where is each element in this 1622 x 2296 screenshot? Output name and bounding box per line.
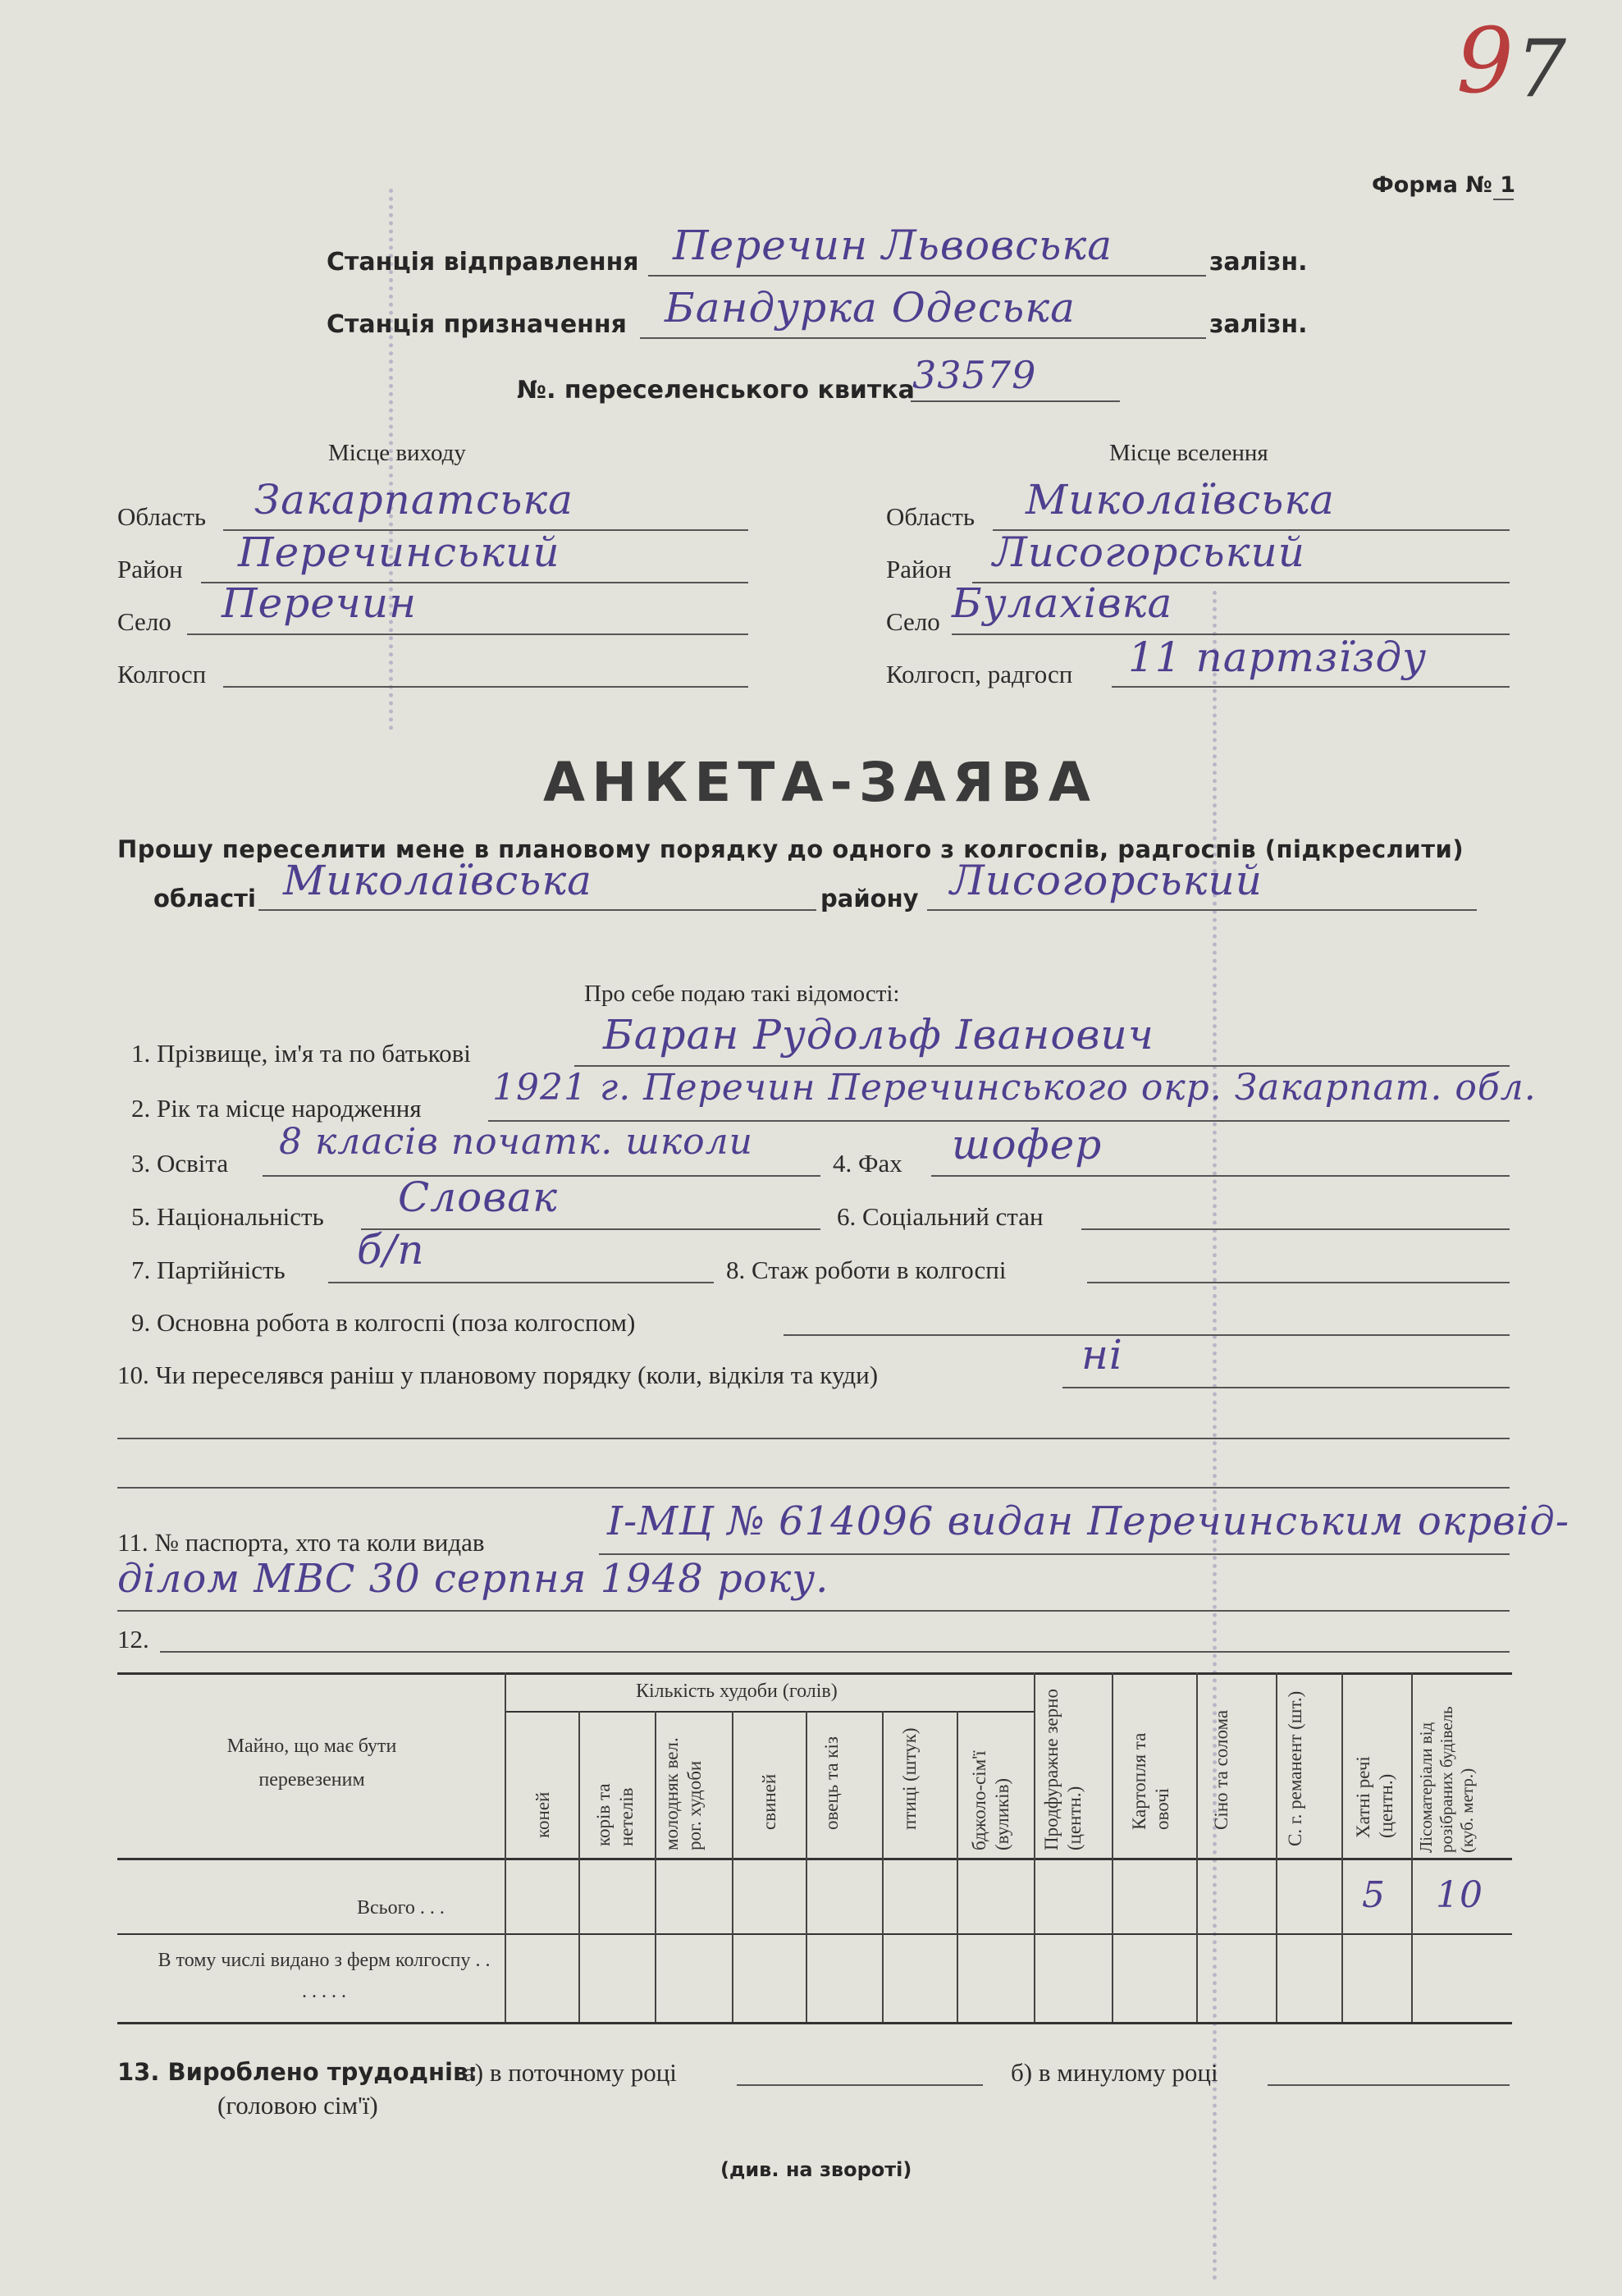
intro-text: Про себе подаю такі відомості: <box>584 981 900 1007</box>
field-3-value: 8 класів початк. школи <box>279 1121 754 1163</box>
field-11-value-line1: І-МЦ № 614096 видан Перечинським окрвід- <box>607 1498 1570 1544</box>
table-col-13: Лісоматеріали від розібраних будівель (куб. метр.) <box>1416 1706 1478 1853</box>
dest-raion-value: Лисогорський <box>993 528 1305 576</box>
field-4-label: 4. Фах <box>833 1149 902 1178</box>
table-col-1: коней <box>532 1791 553 1838</box>
dest-kolhosp-label: Колгосп, радгосп <box>886 660 1073 688</box>
field-3-label: 3. Освіта <box>131 1149 229 1178</box>
request-oblast-label: області <box>153 885 256 912</box>
table-col-5: овець та кіз <box>821 1736 842 1830</box>
field-1-value: Баран Рудольф Іванович <box>603 1011 1154 1059</box>
origin-kolhosp-label: Колгосп <box>117 660 207 688</box>
origin-raion-value: Перечинський <box>238 528 560 576</box>
dest-selo-value: Булахівка <box>952 579 1173 627</box>
table-col-2: корів та нетелів <box>593 1783 637 1846</box>
field-13-b: б) в минулому році <box>1011 2058 1218 2087</box>
table-col-8: Продфуражне зерно (центн.) <box>1041 1689 1085 1850</box>
dest-oblast-label: Область <box>886 502 975 531</box>
origin-selo-value: Перечин <box>222 579 418 627</box>
field-9-label: 9. Основна робота в колгоспі (поза колгоспом) <box>131 1308 636 1337</box>
field-5-label: 5. Національність <box>131 1202 324 1231</box>
request-oblast-value: Миколаївська <box>283 857 592 904</box>
table-total-timber: 10 <box>1436 1874 1483 1916</box>
field-1-label: 1. Прізвище, ім'я та по батькові <box>131 1039 471 1068</box>
footer-note: (див. на звороті) <box>720 2158 912 2181</box>
field-10-label: 10. Чи переселявся раніш у плановому порядку (коли, відкіля та куди) <box>117 1361 879 1389</box>
table-row-total-label: Всього . . . <box>357 1897 445 1919</box>
departure-suffix: залізн. <box>1209 248 1308 277</box>
origin-heading: Місце виходу <box>328 440 466 466</box>
dest-kolhosp-value: 11 партзїзду <box>1128 633 1428 681</box>
departure-label: Станція відправлення <box>327 248 639 277</box>
table-total-household: 5 <box>1362 1874 1386 1916</box>
document-title: АНКЕТА-ЗАЯВА <box>543 751 1098 814</box>
table-col-4: свиней <box>759 1773 779 1830</box>
table-col-10: Сіно та солома <box>1211 1709 1231 1830</box>
field-12-label: 12. <box>117 1625 149 1653</box>
field-2-label: 2. Рік та місце народження <box>131 1094 422 1123</box>
field-13-label: 13. Вироблено трудоднів: <box>117 2058 477 2086</box>
field-11-value-line2: ділом МВС 30 серпня 1948 року. <box>117 1556 829 1602</box>
origin-oblast-value: Закарпатська <box>254 476 573 524</box>
field-10-value: ні <box>1081 1331 1123 1379</box>
table-livestock-header: Кількість худоби (голів) <box>636 1681 838 1702</box>
request-raion-label: району <box>820 885 919 912</box>
table-row-header: Майно, що має бути перевезеним <box>226 1736 397 1791</box>
field-11-label: 11. № паспорта, хто та коли видав <box>117 1528 485 1557</box>
departure-value: Перечин Львовська <box>673 222 1113 269</box>
origin-raion-label: Район <box>117 555 183 583</box>
archive-number-black: 7 <box>1516 23 1567 115</box>
table-row-farm-label: В тому числі видано з ферм колгоспу . . . . . . . <box>158 1950 491 2003</box>
destination-suffix: залізн. <box>1209 310 1308 339</box>
table-col-11: С. г. реманент (шт.) <box>1285 1690 1305 1846</box>
table-col-7: бджоло-сім'ї (вуликів) <box>969 1750 1012 1850</box>
ticket-label: №. переселенського квитка <box>517 376 915 405</box>
form-label: Форма № 1 <box>1372 172 1516 198</box>
field-8-label: 8. Стаж роботи в колгоспі <box>726 1255 1007 1284</box>
field-7-value: б/п <box>357 1226 425 1274</box>
field-7-label: 7. Партійність <box>131 1255 286 1284</box>
destination-label: Станція призначення <box>327 310 627 339</box>
dest-selo-label: Село <box>886 607 940 636</box>
request-text: Прошу переселити мене в плановому порядку до одного з колгоспів, радгоспів (підкреслити) <box>117 835 1464 863</box>
field-2-value: 1921 г. Перечин Перечинського окр. Закарпат. обл. <box>492 1067 1537 1109</box>
destination-value: Бандурка Одеська <box>665 284 1076 332</box>
destination-heading: Місце вселення <box>1109 440 1268 466</box>
field-13-sub: (головою сім'ї) <box>217 2091 378 2120</box>
field-6-label: 6. Соціальний стан <box>837 1202 1044 1231</box>
table-col-6: птиці (штук) <box>899 1727 920 1830</box>
dest-raion-label: Район <box>886 555 952 583</box>
field-13-a: а) в поточному році <box>464 2058 677 2087</box>
ticket-value: 33579 <box>912 353 1037 397</box>
table-col-9: Картопля та овочі <box>1129 1732 1172 1830</box>
request-raion-value: Лисогорський <box>950 857 1263 904</box>
dest-oblast-value: Миколаївська <box>1026 476 1335 524</box>
archive-number-red: 9 <box>1456 8 1514 113</box>
table-col-3: молодняк вел. рог. худоби <box>661 1737 705 1850</box>
table-col-12: Хатні речі (центн.) <box>1353 1756 1396 1838</box>
origin-selo-label: Село <box>117 607 171 636</box>
field-5-value: Словак <box>398 1173 558 1221</box>
field-4-value: шофер <box>952 1121 1103 1169</box>
origin-oblast-label: Область <box>117 502 207 531</box>
